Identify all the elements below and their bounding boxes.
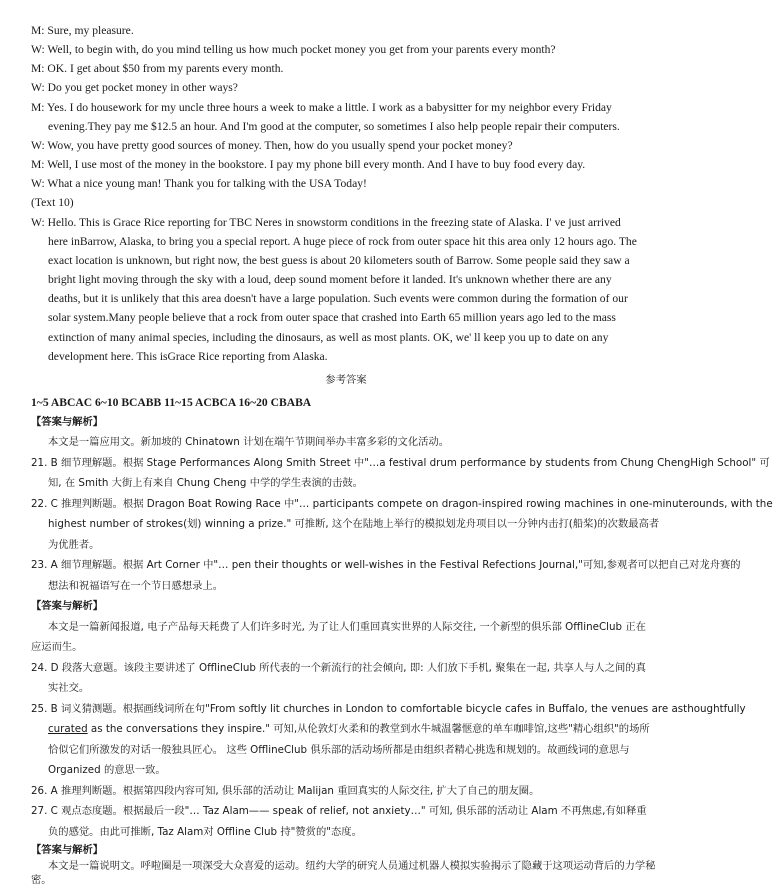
monologue-line: exact location is unknown, but right now, the best guess is about 20 kilometers south of Barrow. Some people said they saw a	[48, 254, 630, 267]
dialogue-line: W: Wow, you have pretty good sources of money. Then, how do you usually spend your pocket money?	[31, 139, 513, 152]
monologue-line: here inBarrow, Alaska, to bring you a special report. A huge piece of rock from outer space hit this area only 12 hours ago. The	[48, 235, 637, 248]
explanation-line: 本文是一篇说明文。呼啦圈是一项深受大众喜爱的运动。纽约大学的研究人员通过机器人模拟实验揭示了隐藏于这项运动背后的力学秘	[48, 860, 656, 872]
text10-label: (Text 10)	[31, 196, 74, 209]
monologue-line: deaths, but it is unlikely that this area doesn't have a large population. Such events were common during the formation of our	[48, 292, 628, 305]
explanation-line: 恰似它们所激发的对话一般独具匠心。 这些 OfflineClub 俱乐部的活动场所都是由组织者精心挑选和规划的。故画线词的意思与	[48, 744, 630, 756]
section-heading: 【答案与解析】	[31, 600, 104, 612]
explanation-line: 21. B 细节理解题。根据 Stage Performances Along Smith Street 中"…a festival drum performance by students from Chung ChengHigh School" 可	[31, 457, 770, 469]
explanation-line: Organized 的意思一致。	[48, 764, 166, 776]
explanation-line: 本文是一篇新闻报道, 电子产品每天耗费了人们许多时光, 为了让人们重回真实世界的人际交往, 一个新型的俱乐部 OfflineClub 正在	[48, 621, 646, 633]
dialogue-line: M: Well, I use most of the money in the bookstore. I pay my phone bill every month. And I have to buy food every day.	[31, 158, 586, 171]
explanation-line: 22. C 推理判断题。根据 Dragon Boat Rowing Race 中"… participants compete on dragon-inspired rowing machines in one-minuterounds, with the	[31, 498, 773, 510]
explanation-line: 27. C 观点态度题。根据最后一段"… Taz Alam—— speak of relief, not anxiety…" 可知, 俱乐部的活动让 Alam 不再焦虑,有如释重	[31, 805, 647, 817]
explanation-continuation: as the conversations they inspire." 可知,从伦敦灯火柔和的教堂到水牛城温馨惬意的单车咖啡馆,这些"精心组织"的场所	[87, 723, 650, 735]
explanation-line: 想法和祝福语写在一个节日感想录上。	[48, 580, 224, 592]
explanation-line: 25. B 词义猜测题。根据画线词所在句"From softly lit churches in London to comfortable bicycle cafes in Buffalo, the venues are asthoughtfully	[31, 703, 746, 715]
monologue-line: development here. This isGrace Rice reporting from Alaska.	[48, 350, 328, 363]
explanation-line: 本文是一篇应用文。新加坡的 Chinatown 计划在端午节期间举办丰富多彩的文化活动。	[48, 436, 450, 448]
dialogue-line: W: Well, to begin with, do you mind telling us how much pocket money you get from your parents every month?	[31, 43, 556, 56]
explanation-line: highest number of strokes(划) winning a prize." 可推断, 这个在陆地上举行的模拟划龙舟项目以一分钟内击打(船桨)的次数最高者	[48, 518, 660, 530]
dialogue-line: W: Do you get pocket money in other ways?	[31, 81, 238, 94]
dialogue-line: M: Sure, my pleasure.	[31, 24, 134, 37]
underlined-word: curated	[48, 723, 88, 735]
dialogue-line: evening.They pay me $12.5 an hour. And I'm good at the computer, so sometimes I also help people repair their computers.	[48, 120, 620, 133]
explanation-line: 负的感觉。由此可推断, Taz Alam对 Offline Club 持"赞赏的"态度。	[48, 826, 362, 838]
explanation-line: 应运而生。	[31, 641, 83, 653]
section-heading: 【答案与解析】	[31, 844, 104, 856]
explanation-line: 23. A 细节理解题。根据 Art Corner 中"… pen their thoughts or well-wishes in the Festival Refections Journal,"可知,参观者可以把自己对龙舟赛的	[31, 559, 741, 571]
monologue-line: solar system.Many people believe that a rock from outer space that crashed into Earth 65 million years ago led to the mass	[48, 311, 616, 324]
answer-title: 参考答案	[325, 374, 367, 386]
monologue-line: extinction of many animal species, including the dinosaurs, as well as most plants. OK, we' ll keep you up to date on any	[48, 331, 609, 344]
dialogue-line: W: What a nice young man! Thank you for talking with the USA Today!	[31, 177, 367, 190]
explanation-line: 知, 在 Smith 大街上有来自 Chung Cheng 中学的学生表演的击鼓。	[48, 477, 363, 489]
monologue-line: W: Hello. This is Grace Rice reporting for TBC Neres in snowstorm conditions in the freezing state of Alaska. I' ve just arrived	[31, 216, 621, 229]
explanation-line: 实社交。	[48, 682, 90, 694]
dialogue-line: M: Yes. I do housework for my uncle three hours a week to make a little. I work as a babysitter for my neighbor every Friday	[31, 101, 612, 114]
answer-key: 1~5 ABCAC 6~10 BCABB 11~15 ACBCA 16~20 CBABA	[31, 396, 312, 409]
section-heading: 【答案与解析】	[31, 416, 104, 428]
explanation-line: 26. A 推理判断题。根据第四段内容可知, 俱乐部的活动让 Malijan 重回真实的人际交往, 扩大了自己的朋友圈。	[31, 785, 540, 797]
dialogue-line: M: OK. I get about $50 from my parents every month.	[31, 62, 284, 75]
explanation-line: 24. D 段落大意题。该段主要讲述了 OfflineClub 所代表的一个新流行的社会倾向, 即: 人们放下手机, 聚集在一起, 共享人与人之间的真	[31, 662, 646, 674]
explanation-line: 为优胜者。	[48, 539, 100, 551]
explanation-line	[48, 721, 692, 738]
explanation-line: 密。	[31, 874, 52, 886]
monologue-line: bright light moving through the sky with a loud, deep sound moment before it landed. It's unknown whether there are any	[48, 273, 612, 286]
